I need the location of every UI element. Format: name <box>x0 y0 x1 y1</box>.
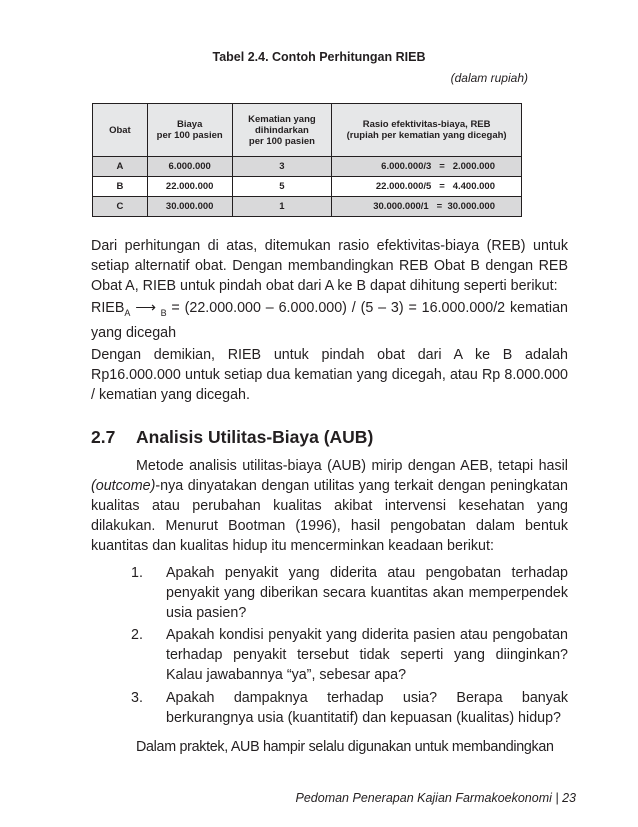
formula-sub-b: B <box>160 307 167 318</box>
paragraph-reb-intro: Dari perhitungan di atas, ditemukan rasio efektivitas-biaya (REB) untuk setiap alternatif obat. Dengan membandingkan REB Obat B dengan REB Obat A, RIEB untuk pindah obat dari A ke B dapat dihitung seperti berikut: <box>91 238 568 294</box>
table-header-cell <box>147 104 232 157</box>
paragraph-aub-intro <box>91 456 568 556</box>
table-caption: Tabel 2.4. Contoh Perhitungan RIEB <box>212 50 426 64</box>
table-header-cell <box>93 104 148 157</box>
arrow-icon: ⟶ <box>135 300 156 316</box>
table-cell: 30.000.000 <box>147 197 232 217</box>
table-cell: 6.000.000/3 = 2.000.000 <box>332 157 522 177</box>
unit-note: (dalam rupiah) <box>450 71 528 85</box>
list-item-text: Apakah kondisi penyakit yang diderita pasien atau pengobatan terhadap penyakit tersebut tidak seperti yang diinginkan? Kalau jawabannya “ya”, sebesar apa? <box>166 627 568 683</box>
table-header-cell <box>332 104 522 157</box>
table-cell: 3 <box>232 157 332 177</box>
section-heading <box>91 427 373 448</box>
rieb-table <box>92 103 522 217</box>
list-item <box>91 625 568 685</box>
paragraph-closing: Dalam praktek, AUB hampir selalu digunakan untuk membandingkan <box>136 739 554 755</box>
table-header-line: Rasio efektivitas-biaya, REB <box>362 119 491 130</box>
table-header-row <box>93 104 522 157</box>
table-cell: 22.000.000 <box>147 177 232 197</box>
table-cell: A <box>93 157 148 177</box>
table-row <box>93 157 522 177</box>
list-item-text: Apakah dampaknya terhadap usia? Berapa banyak berkurangnya usia (kuantitatif) dan kepuasan (kualitas) hidup? <box>166 690 568 726</box>
intro-text-b: -nya dinyatakan dengan utilitas yang terkait dengan peningkatan kualitas atau perubahan kualitas akibat intervensi kesehatan yang dilakukan. Menurut Bootman (1996), hasil pengobatan dalam bentuk kuantitas dan kualitas hidup itu mencerminkan keadaan berikut: <box>91 478 568 554</box>
rieb-formula <box>91 298 568 343</box>
table-cell: B <box>93 177 148 197</box>
table-cell: 30.000.000/1 = 30.000.000 <box>332 197 522 217</box>
section-title: Analisis Utilitas-Biaya (AUB) <box>136 427 374 447</box>
intro-text-italic: (outcome) <box>91 478 156 494</box>
list-item <box>91 563 568 623</box>
formula-rest: = (22.000.000 – 6.000.000) / (5 – 3) = 16.000.000/2 kematian yang dicegah <box>91 300 568 341</box>
list-marker: 3. <box>131 690 143 706</box>
table-cell: C <box>93 197 148 217</box>
list-item-text: Apakah penyakit yang diderita atau pengobatan terhadap penyakit yang diberikan secara kuantitas akan memperpendek usia pasien? <box>166 565 568 621</box>
formula-sub-a: A <box>124 307 131 318</box>
table-header-line: per 100 pasien <box>156 130 223 141</box>
list-item <box>91 688 568 728</box>
table-header-line: Biaya <box>177 119 203 130</box>
table-cell: 22.000.000/5 = 4.400.000 <box>332 177 522 197</box>
formula-prefix: RIEB <box>91 300 125 316</box>
table-row <box>93 177 522 197</box>
table-header-line: per 100 pasien <box>248 135 315 147</box>
table-cell: 5 <box>232 177 332 197</box>
paragraph-rieb-result: Dengan demikian, RIEB untuk pindah obat dari A ke B adalah Rp16.000.000 untuk setiap dua kematian yang dicegah, atau Rp 8.000.000 / kematian yang dicegah. <box>91 347 568 403</box>
page-footer: Pedoman Penerapan Kajian Farmakoekonomi | 23 <box>295 791 576 805</box>
table-row <box>93 197 522 217</box>
section-number: 2.7 <box>91 427 116 447</box>
table-cell: 6.000.000 <box>147 157 232 177</box>
table-header-line: Kematian yang <box>248 113 316 125</box>
table-header-cell <box>232 104 332 157</box>
list-marker: 1. <box>131 565 143 581</box>
intro-text-a: Metode analisis utilitas-biaya (AUB) mirip dengan AEB, tetapi hasil <box>136 458 568 474</box>
table-header-line: (rupiah per kematian yang dicegah) <box>346 130 507 141</box>
table-header-line: dihindarkan <box>255 124 309 136</box>
table-header-line: Obat <box>109 124 131 136</box>
list-marker: 2. <box>131 627 143 643</box>
table-cell: 1 <box>232 197 332 217</box>
